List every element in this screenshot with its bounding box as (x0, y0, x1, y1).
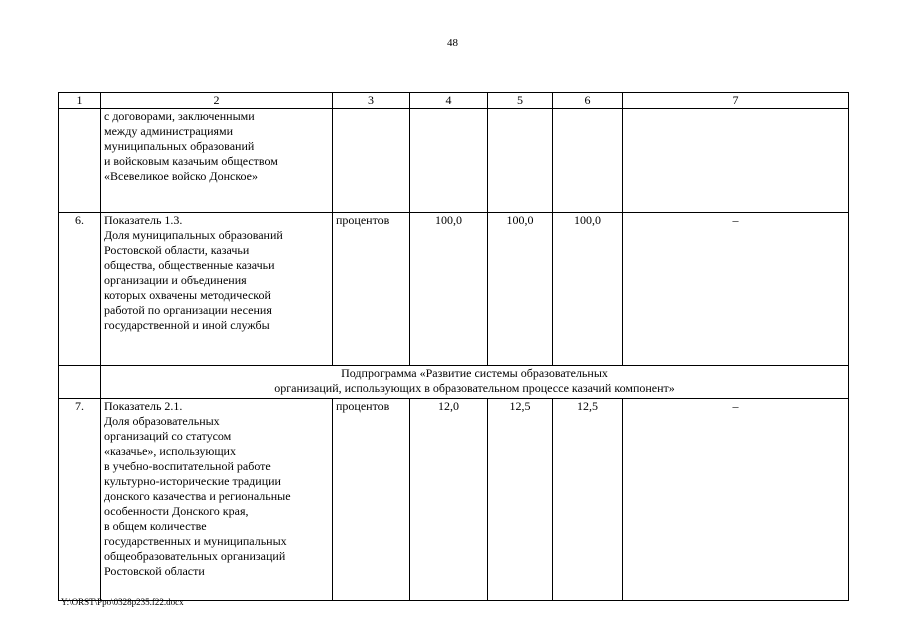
header-cell-6: 6 (553, 93, 623, 109)
description-line: которых охвачены методической (104, 288, 271, 302)
value-col6: 12,5 (553, 399, 623, 601)
description-line: Доля муниципальных образований (104, 228, 283, 242)
table-row-continuation (59, 109, 849, 213)
value-col4: 12,0 (410, 399, 488, 601)
description-line: муниципальных образований (104, 139, 255, 153)
note-cell (623, 109, 849, 213)
file-path-footer: Y:\ORST\Ppo\0328p235.f22.docx (61, 597, 184, 607)
description-line: Ростовской области, казачьи (104, 243, 250, 257)
description-line: «казачье», использующих (104, 444, 236, 458)
row-number: 6. (59, 213, 101, 366)
table-row-indicator-7 (59, 399, 849, 601)
note-cell: – (623, 213, 849, 366)
description-line: в общем количестве (104, 519, 207, 533)
unit-cell: процентов (333, 213, 410, 366)
description-line: Показатель 2.1. (104, 399, 183, 413)
description-line: и войсковым казачьим обществом (104, 154, 278, 168)
value-col5 (488, 109, 553, 213)
indicator-description (101, 213, 333, 366)
subprogram-title (101, 366, 849, 399)
header-cell-1: 1 (59, 93, 101, 109)
header-row (59, 93, 849, 109)
header-cell-5: 5 (488, 93, 553, 109)
header-cell-7: 7 (623, 93, 849, 109)
description-line: организаций со статусом (104, 429, 232, 443)
description-line: донского казачества и региональные (104, 489, 291, 503)
description-line: работой по организации несения (104, 303, 272, 317)
description-line: «Всевеликое войско Донское» (104, 169, 259, 183)
subprogram-title-line: организаций, использующих в образовательном процессе казачий компонент» (274, 381, 675, 395)
description-line: в учебно-воспитательной работе (104, 459, 271, 473)
value-col5: 100,0 (488, 213, 553, 366)
description-line: общества, общественные казачьи (104, 258, 275, 272)
row-number: 7. (59, 399, 101, 601)
note-cell: – (623, 399, 849, 601)
description-line: Доля образовательных (104, 414, 220, 428)
header-cell-2: 2 (101, 93, 333, 109)
description-line: организации и объединения (104, 273, 247, 287)
description-line: Показатель 1.3. (104, 213, 183, 227)
page-number: 48 (447, 37, 458, 49)
value-col6: 100,0 (553, 213, 623, 366)
value-col4 (410, 109, 488, 213)
table-row-section (59, 366, 849, 399)
description-line: общеобразовательных организаций (104, 549, 286, 563)
description-line: с договорами, заключенными (104, 109, 255, 123)
description-line: культурно-исторические традиции (104, 474, 281, 488)
value-col5: 12,5 (488, 399, 553, 601)
description-line: государственной и иной службы (104, 318, 270, 332)
description-line: Ростовской области (104, 564, 205, 578)
subprogram-title-line: Подпрограмма «Развитие системы образовательных (341, 366, 608, 380)
value-col6 (553, 109, 623, 213)
section-empty-cell (59, 366, 101, 399)
description-line: государственных и муниципальных (104, 534, 287, 548)
indicator-description (101, 399, 333, 601)
description-line: особенности Донского края, (104, 504, 249, 518)
description-line: между администрациями (104, 124, 234, 138)
value-col4: 100,0 (410, 213, 488, 366)
row-number (59, 109, 101, 213)
unit-cell: процентов (333, 399, 410, 601)
table-row-indicator-6 (59, 213, 849, 366)
indicators-table (58, 92, 849, 601)
unit-cell (333, 109, 410, 213)
indicator-description (101, 109, 333, 213)
header-cell-3: 3 (333, 93, 410, 109)
header-cell-4: 4 (410, 93, 488, 109)
